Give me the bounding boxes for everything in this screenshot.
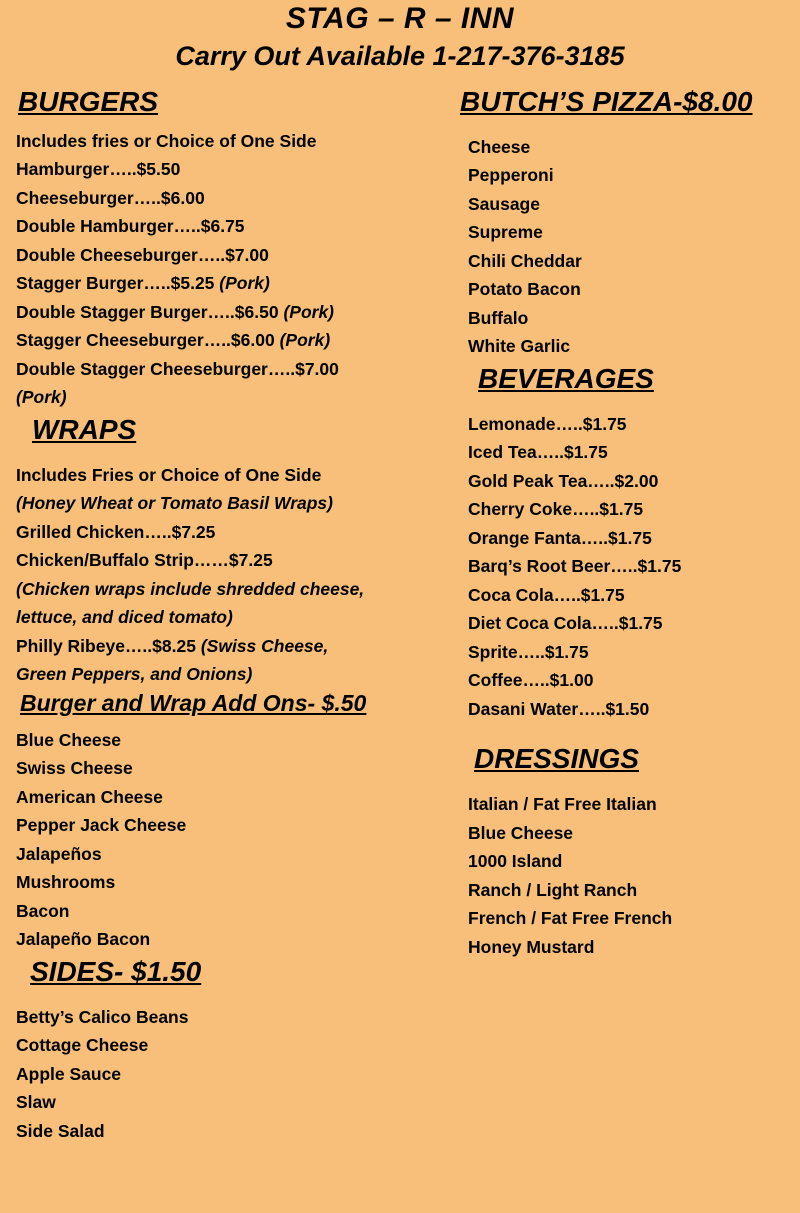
menu-item: [16, 546, 452, 575]
menu-item: Coca Cola…..$1.75: [468, 584, 625, 605]
menu-item: Slaw: [16, 1092, 56, 1113]
menu-item: Jalapeños: [16, 843, 102, 864]
menu-item: Apple Sauce: [16, 1063, 122, 1084]
menu-item: Potato Bacon: [468, 279, 581, 300]
menu-item-note: (Pork): [279, 330, 331, 351]
menu-item-text: Hamburger…..$5.50: [16, 159, 181, 180]
menu-item-text: Double Hamburger…..$6.75: [16, 216, 245, 237]
menu-item: Chili Cheddar: [468, 250, 582, 271]
burgers-trailing-note: (Pork): [16, 387, 67, 408]
menu-item: [16, 269, 452, 298]
menu-item: Pepperoni: [468, 165, 554, 186]
menu-item: [16, 155, 452, 184]
menu-item: Buffalo: [468, 307, 529, 328]
menu-item: Supreme: [468, 222, 543, 243]
menu-item: Bacon: [16, 900, 70, 921]
menu-item: Blue Cheese: [468, 822, 574, 843]
menu-item-note: (Swiss Cheese,: [200, 635, 329, 656]
burgers-intro: Includes fries or Choice of One Side: [16, 130, 317, 151]
menu-item-text: Chicken/Buffalo Strip……$7.25: [16, 550, 273, 571]
spacer: [460, 723, 800, 741]
menu-item: Ranch / Light Ranch: [468, 879, 638, 900]
menu-item: Italian / Fat Free Italian: [468, 794, 657, 815]
menu-header: [0, 0, 800, 74]
menu-item-text: Double Cheeseburger…..$7.00: [16, 244, 269, 265]
menu-item: Cherry Coke…..$1.75: [468, 499, 644, 520]
menu-item-text: Double Stagger Cheeseburger…..$7.00: [16, 358, 339, 379]
left-column: [0, 84, 452, 1146]
menu-item-text: Stagger Burger…..$5.25: [16, 273, 215, 294]
menu-item: White Garlic: [468, 336, 571, 357]
menu-columns: [0, 84, 800, 1146]
menu-item: [16, 632, 452, 661]
section-heading-addons: Burger and Wrap Add Ons- $.50: [20, 689, 367, 716]
menu-item: [16, 518, 452, 547]
restaurant-title: STAG – R – INN: [285, 2, 515, 35]
right-column: [452, 84, 800, 962]
menu-item-text: Stagger Cheeseburger…..$6.00: [16, 330, 275, 351]
menu-item: [16, 212, 452, 241]
menu-item: 1000 Island: [468, 851, 563, 872]
menu-item: Coffee…..$1.00: [468, 670, 594, 691]
wraps-intro: Includes Fries or Choice of One Side: [16, 464, 322, 485]
menu-item: Sausage: [468, 193, 540, 214]
menu-item: Cottage Cheese: [16, 1035, 149, 1056]
menu-item: Honey Mustard: [468, 936, 595, 957]
menu-item: American Cheese: [16, 786, 163, 807]
wraps-note-line-2: lettuce, and diced tomato): [16, 607, 233, 628]
menu-item: Betty’s Calico Beans: [16, 1006, 189, 1027]
menu-item: Jalapeño Bacon: [16, 929, 151, 950]
section-heading-wraps: WRAPS: [32, 413, 137, 445]
menu-item-text: Cheeseburger…..$6.00: [16, 187, 205, 208]
menu-item: Orange Fanta…..$1.75: [468, 527, 652, 548]
menu-item: [16, 184, 452, 213]
menu-item: Diet Coca Cola…..$1.75: [468, 613, 663, 634]
menu-item: Cheese: [468, 136, 531, 157]
menu-item: Swiss Cheese: [16, 758, 133, 779]
wraps-intro-note: (Honey Wheat or Tomato Basil Wraps): [16, 493, 333, 514]
section-heading-pizza: BUTCH’S PIZZA-$8.00: [460, 85, 753, 117]
menu-item-text: Philly Ribeye…..$8.25: [16, 635, 196, 656]
menu-item: Iced Tea…..$1.75: [468, 442, 608, 463]
menu-item: [16, 298, 452, 327]
menu-item: Side Salad: [16, 1120, 105, 1141]
menu-item: [16, 355, 452, 384]
menu-item-text: Grilled Chicken…..$7.25: [16, 521, 216, 542]
menu-item: Barq’s Root Beer…..$1.75: [468, 556, 682, 577]
menu-item: Gold Peak Tea…..$2.00: [468, 470, 659, 491]
menu-item: Blue Cheese: [16, 729, 122, 750]
menu-item: Mushrooms: [16, 872, 116, 893]
menu-item: Sprite…..$1.75: [468, 641, 589, 662]
menu-item-note: (Pork): [219, 273, 270, 294]
section-heading-beverages: BEVERAGES: [478, 362, 654, 394]
menu-item-text: Double Stagger Burger…..$6.50: [16, 301, 279, 322]
menu-item: Dasani Water…..$1.50: [468, 698, 650, 719]
section-heading-dressings: DRESSINGS: [474, 743, 639, 775]
section-heading-burgers: BURGERS: [18, 85, 159, 117]
philly-note-line-2: Green Peppers, and Onions): [16, 664, 253, 685]
menu-item: [16, 326, 452, 355]
carry-out-phone: Carry Out Available 1-217-376-3185: [175, 40, 625, 71]
section-heading-sides: SIDES- $1.50: [30, 955, 202, 987]
wraps-note-line-1: (Chicken wraps include shredded cheese,: [16, 578, 365, 599]
menu-item: [16, 241, 452, 270]
menu-item-note: (Pork): [283, 301, 335, 322]
menu-item: French / Fat Free French: [468, 908, 673, 929]
menu-item: Pepper Jack Cheese: [16, 815, 187, 836]
menu-item: Lemonade…..$1.75: [468, 413, 627, 434]
